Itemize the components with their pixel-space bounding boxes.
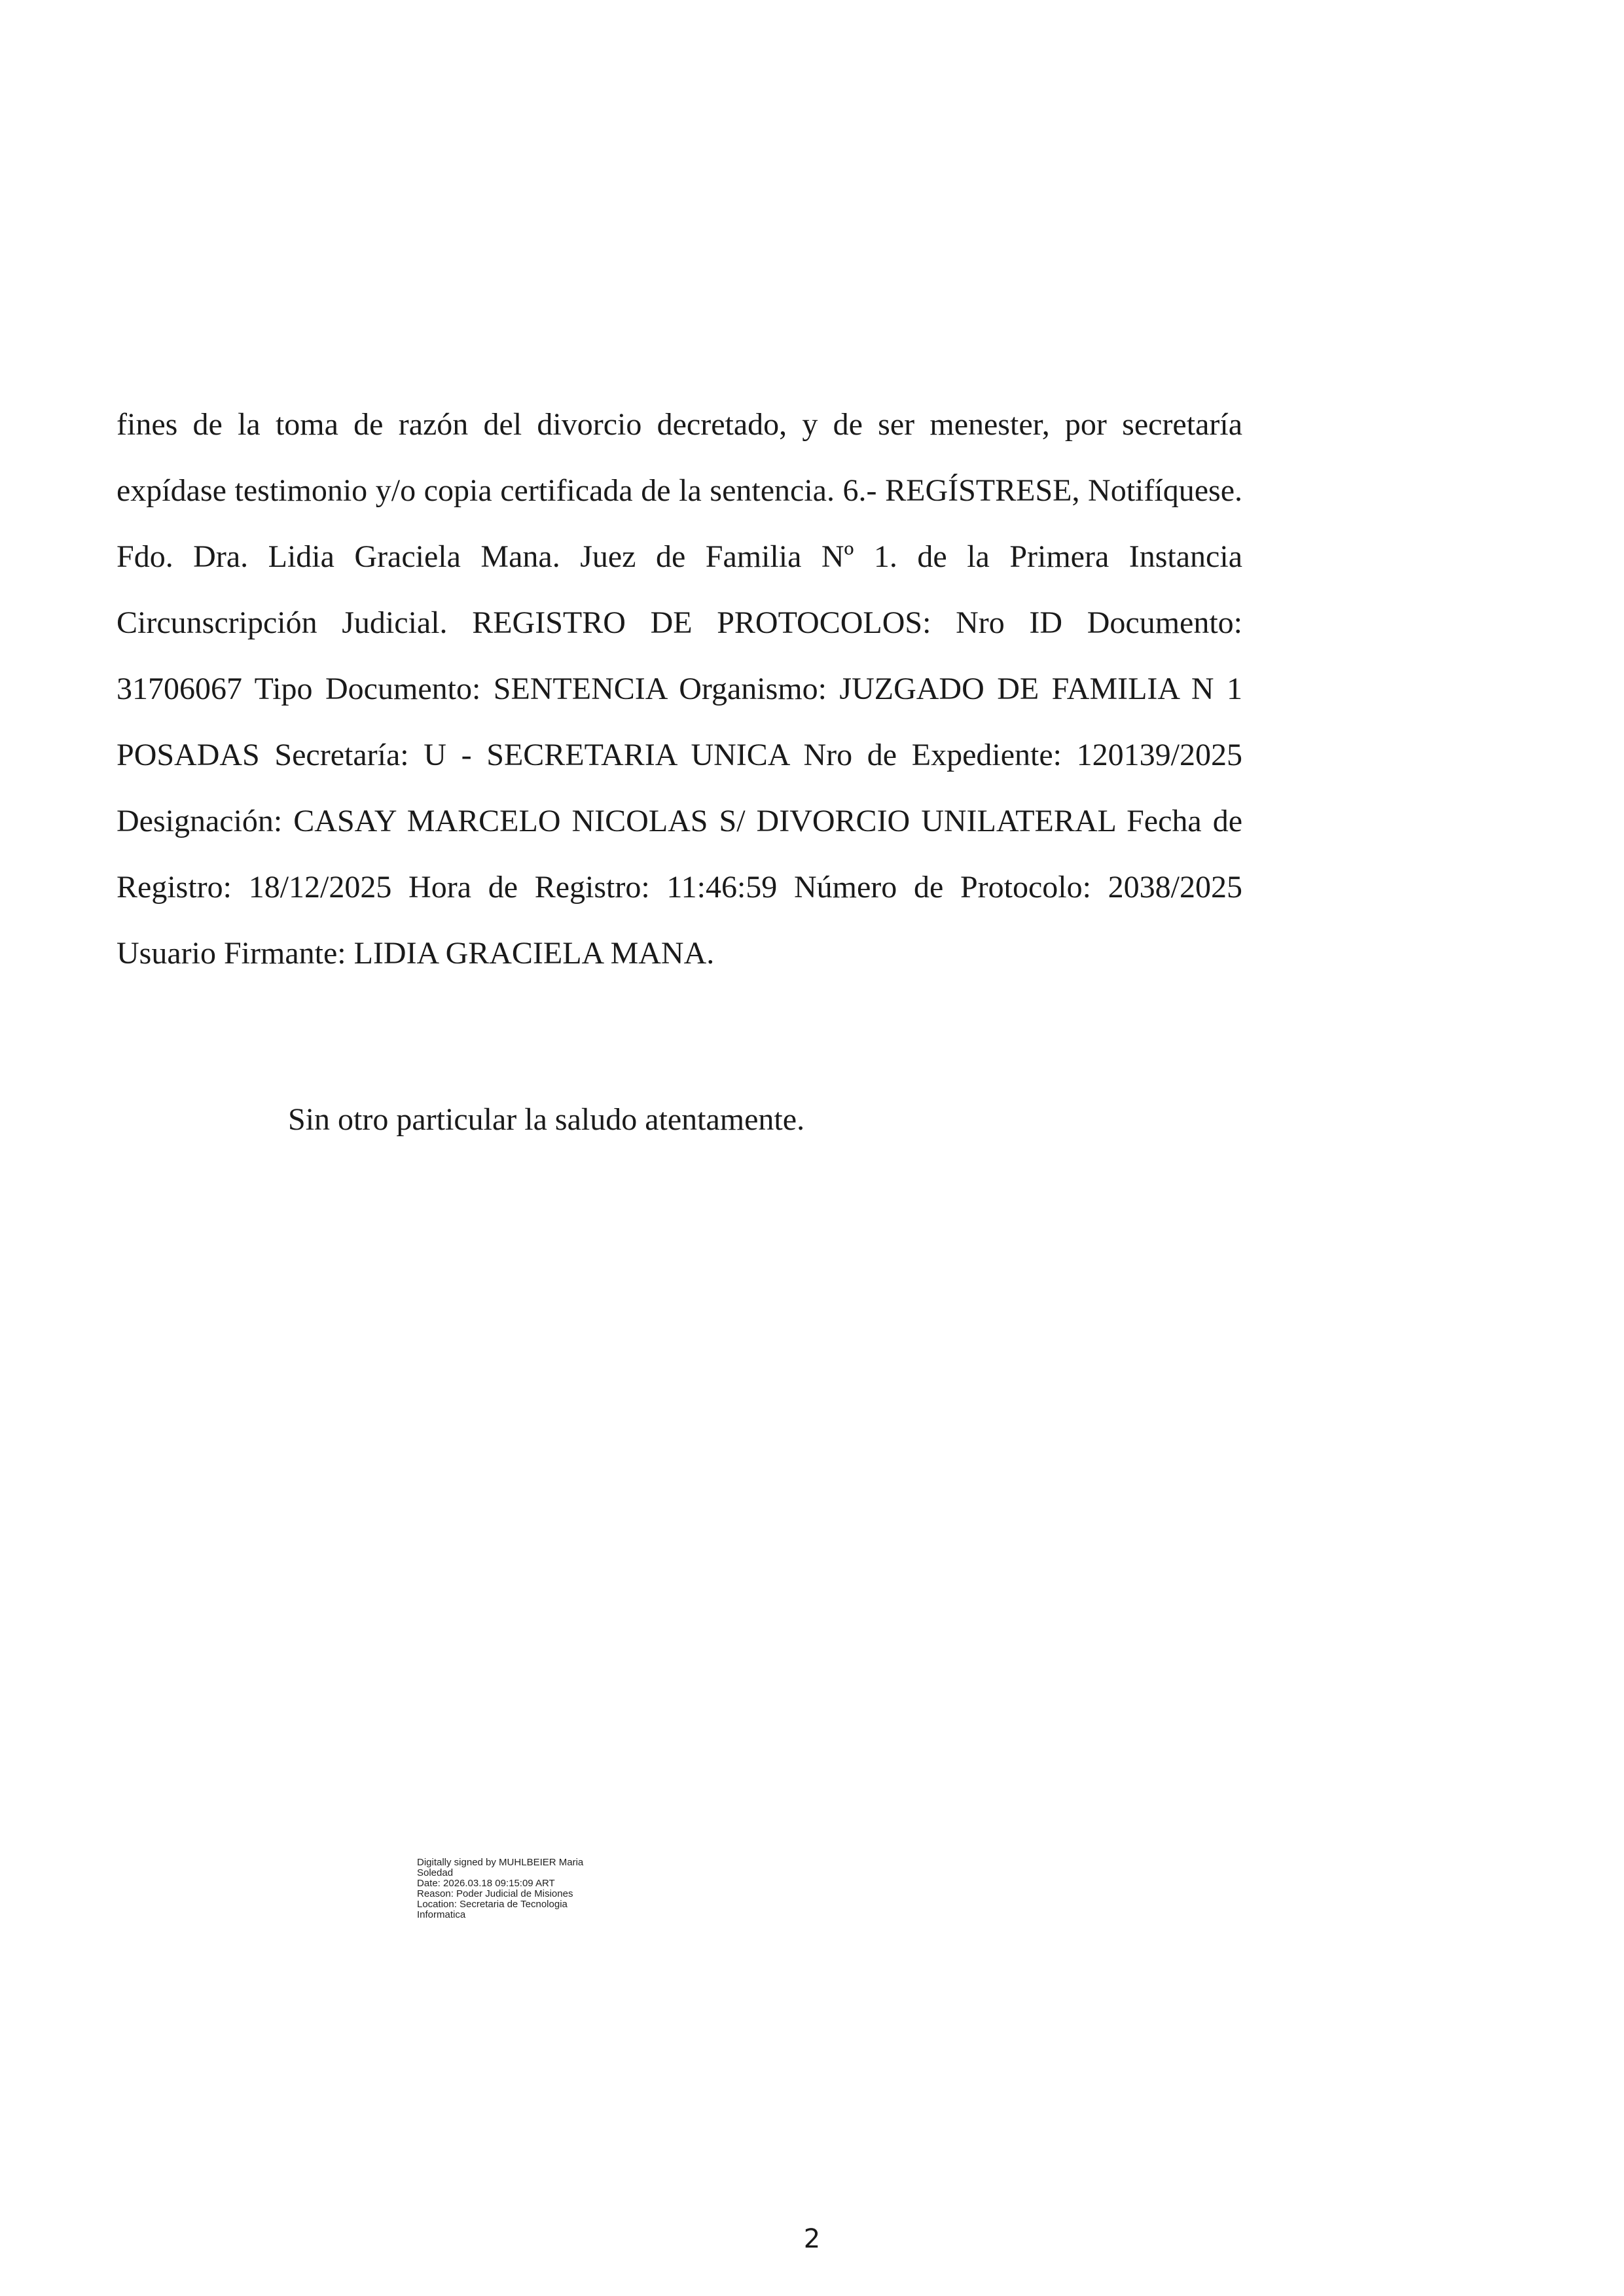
- signature-line-signer-cont: Soledad: [417, 1867, 454, 1878]
- closing-line: Sin otro particular la saludo atentamente.: [288, 1102, 805, 1137]
- signature-line-signer: Digitally signed by MUHLBEIER Maria: [417, 1857, 584, 1868]
- signature-line-reason: Reason: Poder Judicial de Misiones: [417, 1888, 573, 1899]
- digital-signature-block: [417, 1857, 626, 1920]
- signature-line-location-cont: Informatica: [417, 1909, 466, 1920]
- signature-line-date: Date: 2026.03.18 09:15:09 ART: [417, 1878, 555, 1889]
- body-paragraph: fines de la toma de razón del divorcio decretado, y de ser menester, por secretaría expídase testimonio y/o copia certificada de la sentencia. 6.- REGÍSTRESE, Notifíquese. Fdo. Dra. Lidia Graciela Mana. Juez de Familia Nº 1. de la Primera Instancia Circunscripción Judicial. REGISTRO DE PROTOCOLOS: Nro ID Documento: 31706067 Tipo Documento: SENTENCIA Organismo: JUZGADO DE FAMILIA N 1 POSADAS Secretaría: U - SECRETARIA UNICA Nro de Expediente: 120139/2025 Designación: CASAY MARCELO NICOLAS S/ DIVORCIO UNILATERAL Fecha de Registro: 18/12/2025 Hora de Registro: 11:46:59 Número de Protocolo: 2038/2025 Usuario Firmante: LIDIA GRACIELA MANA.: [117, 407, 1242, 971]
- signature-line-location: Location: Secretaria de Tecnologia: [417, 1899, 568, 1910]
- page-number: 2: [803, 2224, 821, 2254]
